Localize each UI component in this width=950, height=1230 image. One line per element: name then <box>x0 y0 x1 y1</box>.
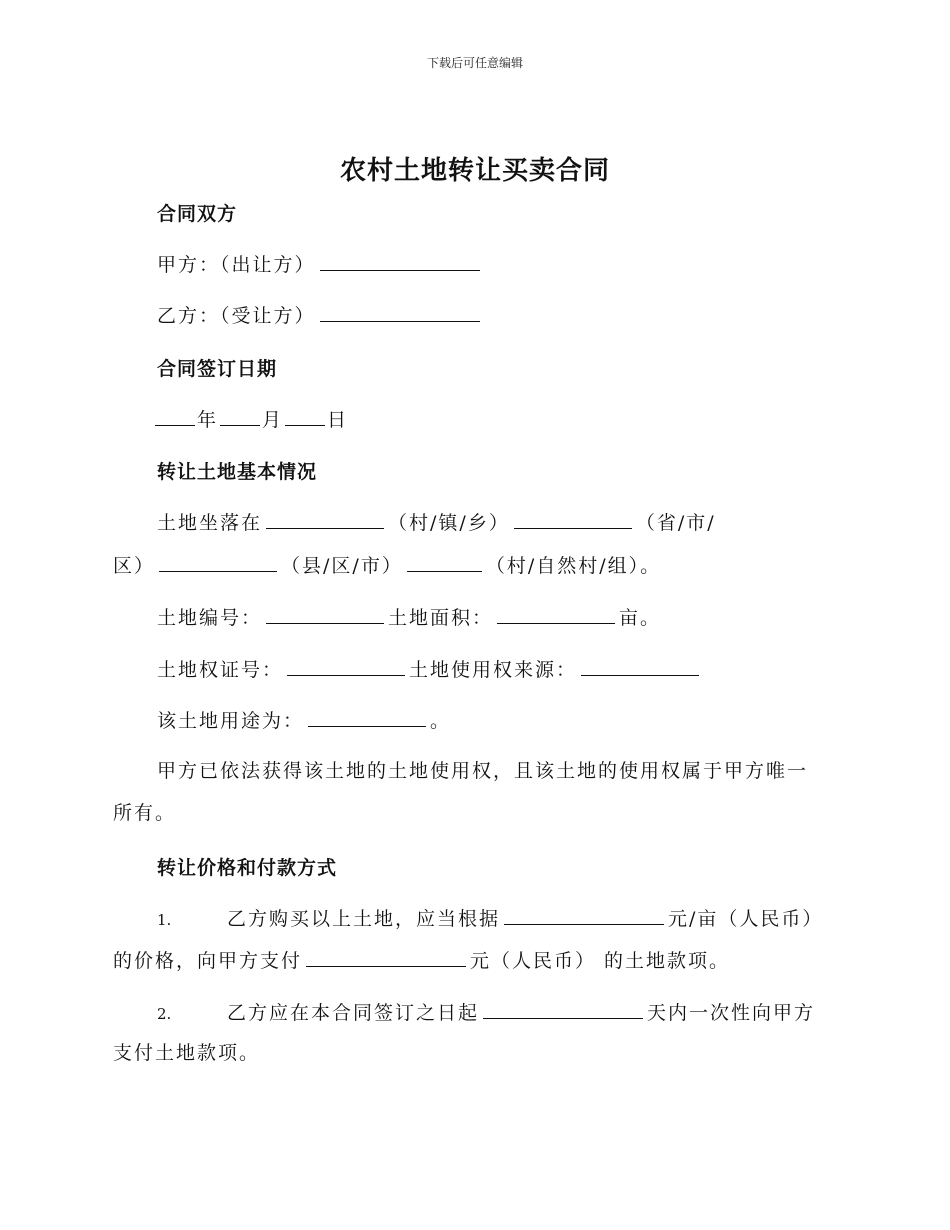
price-per-mu-blank[interactable] <box>504 904 664 925</box>
usage-end: 。 <box>430 710 452 732</box>
village-group-blank[interactable] <box>407 551 482 572</box>
page-header-note: 下载后可任意编辑 <box>426 56 523 70</box>
payment-item-2-line-1 <box>157 998 815 1027</box>
land-area-label: 土地面积： <box>388 607 494 629</box>
payment-item-1-line-1 <box>157 904 823 933</box>
year-label: 年 <box>197 409 219 431</box>
ownership-line-1: 甲方已依法获得该土地的土地使用权，且该土地的使用权属于甲方唯一 <box>157 760 809 782</box>
item-1-text-a: 乙方购买以上土地，应当根据 <box>227 908 501 930</box>
payment-item-2-line-2: 支付土地款项。 <box>113 1042 261 1064</box>
party-a-label: 甲方：（出让方） <box>157 254 316 276</box>
year-blank[interactable] <box>155 405 195 426</box>
signing-date-line <box>155 405 348 433</box>
usage-label: 该土地用途为： <box>157 710 305 732</box>
party-a-blank[interactable] <box>320 250 480 271</box>
payment-item-1-line-2 <box>113 946 730 974</box>
item-1-text-b: 元/亩（人民币） <box>668 908 824 930</box>
right-source-blank[interactable] <box>581 655 699 676</box>
usage-line <box>157 706 451 734</box>
location-prefix: 土地坐落在 <box>157 512 263 534</box>
month-blank[interactable] <box>220 405 260 426</box>
cert-number-blank[interactable] <box>287 655 405 676</box>
party-b-label: 乙方：（受让方） <box>157 305 316 327</box>
party-b-blank[interactable] <box>320 301 480 322</box>
total-amount-blank[interactable] <box>306 946 466 967</box>
village-group-label: （村/自然村/组）。 <box>485 555 662 577</box>
land-number-label: 土地编号： <box>157 607 263 629</box>
land-location-line-1 <box>157 508 716 536</box>
land-number-area-line <box>157 603 661 631</box>
village-town-blank[interactable] <box>266 508 384 529</box>
ownership-line-2: 所有。 <box>113 802 177 824</box>
cert-source-line <box>157 655 703 683</box>
land-location-line-2 <box>113 551 661 579</box>
item-2-text-a: 乙方应在本合同签订之日起 <box>227 1002 480 1024</box>
item-2-text-b: 天内一次性向甲方 <box>647 1002 816 1024</box>
day-blank[interactable] <box>285 405 325 426</box>
party-b-line <box>157 301 484 329</box>
section-heading-parties: 合同双方 <box>157 203 238 225</box>
item-1-text-c: 的价格，向甲方支付 <box>113 950 303 972</box>
month-label: 月 <box>262 409 284 431</box>
province-city-label: （省/市/ <box>635 512 716 534</box>
village-town-label: （村/镇/乡） <box>388 512 510 534</box>
item-1-number: 1. <box>157 911 172 929</box>
day-label: 日 <box>327 409 349 431</box>
party-a-line <box>157 250 484 278</box>
usage-blank[interactable] <box>308 706 426 727</box>
county-blank[interactable] <box>159 551 277 572</box>
document-title: 农村土地转让买卖合同 <box>339 156 610 186</box>
section-heading-payment: 转让价格和付款方式 <box>157 857 338 879</box>
item-1-text-d: 元（人民币） 的土地款项。 <box>470 950 731 972</box>
section-heading-land-info: 转让土地基本情况 <box>157 461 318 483</box>
section-heading-signing-date: 合同签订日期 <box>157 358 278 380</box>
right-source-label: 土地使用权来源： <box>409 659 578 681</box>
item-2-number: 2. <box>157 1005 172 1023</box>
payment-days-blank[interactable] <box>483 998 643 1019</box>
province-city-blank[interactable] <box>514 508 632 529</box>
district-close-label: 区） <box>113 555 156 577</box>
land-number-blank[interactable] <box>266 603 384 624</box>
area-unit-label: 亩。 <box>619 607 662 629</box>
county-label: （县/区/市） <box>281 555 403 577</box>
cert-number-label: 土地权证号： <box>157 659 284 681</box>
land-area-blank[interactable] <box>497 603 615 624</box>
